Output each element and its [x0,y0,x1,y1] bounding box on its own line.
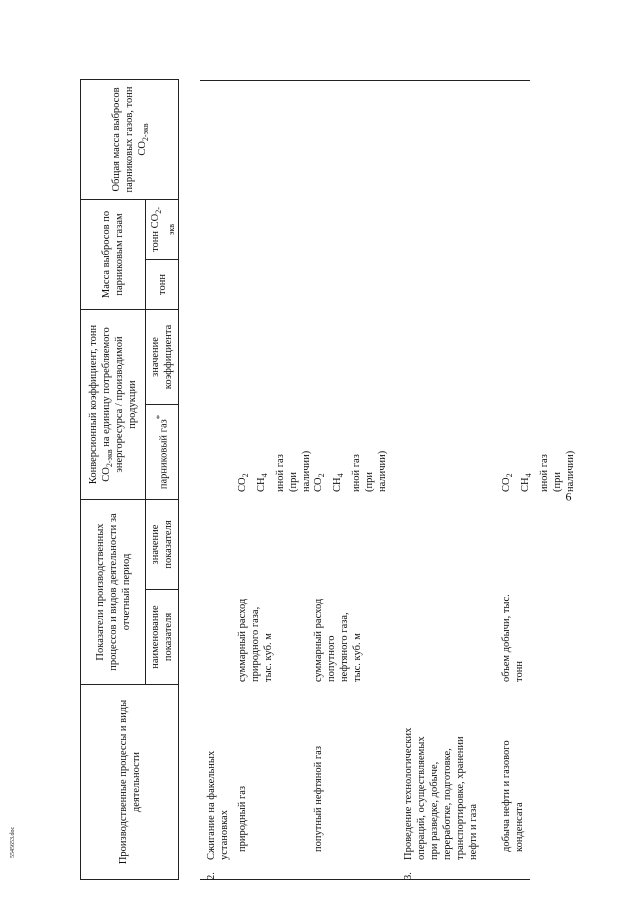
header-coefficient: Конверсионный коэффициент, тонн $CO_{2-экв}$ на единицу потребляемого энергоресурса / производимой продукции [81,309,146,499]
header-coef-gas: парниковый газ* [146,405,179,500]
process-name: добыча нефти и газового конденсата [501,740,525,852]
header-mass-teq: тонн $CO_{2-экв}$ [146,199,179,259]
gas-list: $CO_2$ $CH_4$ иной газ (при наличии) [237,450,312,492]
header-coef-value: значение коэффициента [146,309,179,404]
indicator-name: суммарный расход попутного нефтяного газа, тыс. куб. м [313,598,363,682]
row-number: 2. [206,872,217,880]
page-number: 6 [565,489,572,504]
gas-list: $CO_2$ $CH_4$ иной газ (при наличии) [501,450,576,492]
indicator-name: объем добычи, тыс. тонн [501,594,525,682]
header-indicator-value: значение показателя [146,500,179,590]
header-mass: Масса выбросов по парниковым газам [81,199,146,309]
header-mass-t: тонн [146,259,179,309]
rotated-page [80,80,585,880]
document-id: 5545653.doc [10,826,16,858]
process-name: Сжигание на факельных установках [206,750,230,860]
header-indicators: Показатели производственных процессов и видов деятельности за отчетный период [81,500,146,685]
header-total: Общая масса выбросов парниковых газов, тонн $CO_{2-экв}$ [81,79,179,199]
header-indicator-name: наименование показателя [146,590,179,685]
process-name: природный газ [237,785,248,852]
header-processes: Производственные процессы и виды деятельности [81,685,179,880]
process-name: Проведение технологических операций, осуществляемых при разведке, добыче, переработке, подготовке, транспортировке, хранении нефти и газа [403,727,479,860]
indicator-name: суммарный расход природного газа, тыс. куб. м [237,598,274,682]
process-name: попутный нефтяной газ [313,746,324,852]
table-header [80,79,179,880]
row-number: 3. [403,872,414,880]
gas-list: $CO_2$ $CH_4$ иной газ (при наличии) [313,450,388,492]
